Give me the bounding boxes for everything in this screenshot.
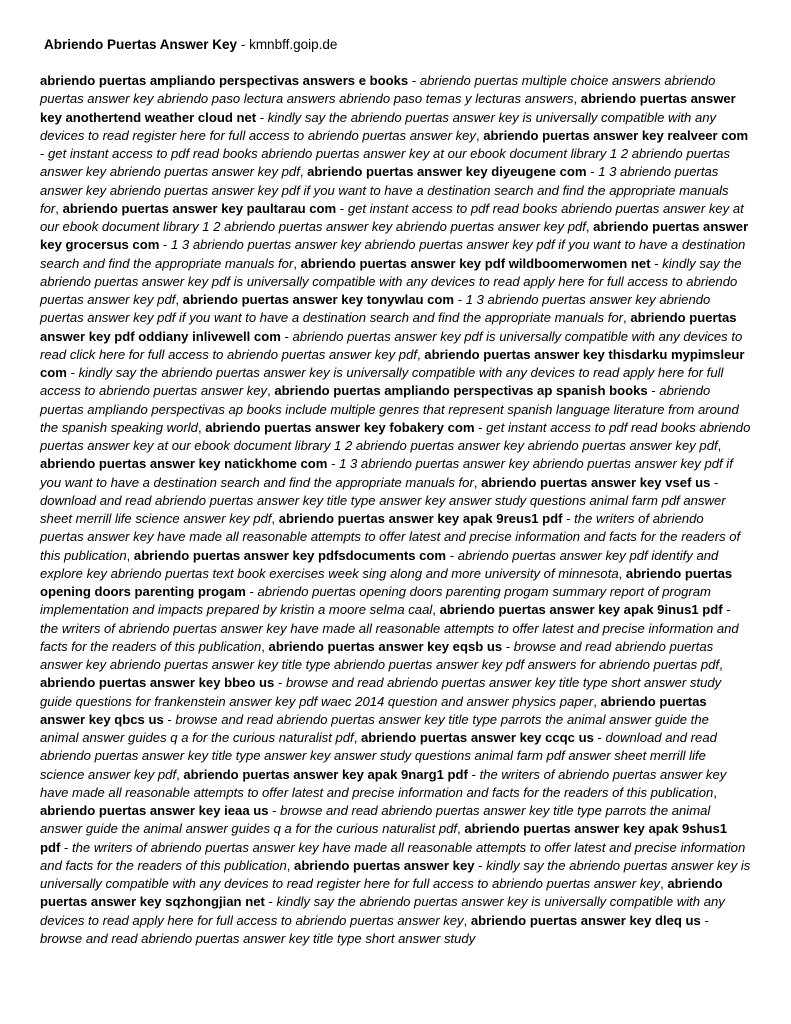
entry-title: abriendo puertas answer key ieaa us xyxy=(40,803,269,818)
entry-title: abriendo puertas answer key thisdarku mypimsleur com xyxy=(40,346,745,380)
entry-description: 1 3 abriendo puertas answer key abriendo puertas answer key pdf if you want to have a destination search and find the appropriate manuals for xyxy=(40,164,729,216)
entry-description: abriendo puertas answer key pdf identify and explore key abriendo puertas text book exercises week sing along and more university of minnesota xyxy=(40,547,719,581)
entry-description: the writers of abriendo puertas answer key have made all reasonable attempts to offer latest and precise information and facts for the readers of this publication xyxy=(40,839,746,873)
entry-description: browse and read abriendo puertas answer key title type short answer study guide questions for frankenstein answer key pdf waec 2014 question and answer physics paper xyxy=(40,675,722,709)
entry-description: get instant access to pdf read books abriendo puertas answer key at our ebook document library 1 2 abriendo puertas answer key abriendo puertas answer key pdf xyxy=(40,419,751,453)
entry-description: kindly say the abriendo puertas answer key is universally compatible with any devices to read register here for full access to abriendo puertas answer key xyxy=(40,109,717,143)
entry-title: abriendo puertas answer key pdf oddiany inlivewell com xyxy=(40,310,737,344)
entry-description: browse and read abriendo puertas answer key abriendo puertas answer key title type abriendo puertas answer key pdf answers for abriendo puertas pdf xyxy=(40,638,720,672)
entry-description: 1 3 abriendo puertas answer key abriendo puertas answer key pdf if you want to have a destination search and find the appropriate manuals for xyxy=(40,292,711,326)
entry-description: the writers of abriendo puertas answer key have made all reasonable attempts to offer latest and precise information and facts for the readers of this publication xyxy=(40,620,739,654)
entry-title: abriendo puertas answer key grocersus com xyxy=(40,219,749,253)
entries-paragraph: abriendo puertas ampliando perspectivas answers e books - abriendo puertas multiple choice answers abriendo puertas answer key abriendo paso lectura answers abriendo paso temas y lecturas answers, abriendo puertas answer key anothertend weather cloud net - kindly say the abriendo puertas answer key is universally compatible with any devices to read register here for full access to abriendo puertas answer key, abriendo puertas answer key realveer com - get instant access to pdf read books abriendo puertas answer key at our ebook document library 1 2 abriendo puertas answer key abriendo puertas answer key pdf, abriendo puertas answer key diyeugene com - 1 3 abriendo puertas answer key abriendo puertas answer key pdf if you want to have a destination search and find the appropriate manuals for, abriendo puertas answer key paultarau com - get instant access to pdf read books abriendo puertas answer key at our ebook document library 1 2 abriendo puertas answer key abriendo puertas answer key pdf, abriendo puertas answer key grocersus com - 1 3 abriendo puertas answer key abriendo puertas answer key pdf if you want to have a destination search and find the appropriate manuals for, abriendo puertas answer key pdf wildboomerwomen net - kindly say the abriendo puertas answer key pdf is universally compatible with any devices to read apply here for full access to abriendo puertas answer key pdf, abriendo puertas answer key tonywlau com - 1 3 abriendo puertas answer key abriendo puertas answer key pdf if you want to have a destination search and find the appropriate manuals for, abriendo puertas answer key pdf oddiany inlivewell com - abriendo puertas answer key pdf is universally compatible with any devices to read click here for full access to abriendo puertas answer key pdf, abriendo puertas answer key thisdarku mypimsleur com - kindly say the abriendo puertas answer key is universally compatible with any devices to read apply here for full access to abriendo puertas answer key, abriendo puertas ampliando perspectivas ap spanish books - abriendo puertas ampliando perspectivas ap books include multiple genres that represent spanish language literature from around the spanish speaking world, abriendo puertas answer key fobakery com - get instant access to pdf read books abriendo puertas answer key at our ebook document library 1 2 abriendo puertas answer key abriendo puertas answer key pdf, abriendo puertas answer key natickhome com - 1 3 abriendo puertas answer key abriendo puertas answer key pdf if you want to have a destination search and find the appropriate manuals for, abriendo puertas answer key vsef us - download and read abriendo puertas answer key title type answer key answer study questions animal farm pdf answer sheet merrill life science answer key pdf, abriendo puertas answer key apak 9reus1 pdf - the writers of abriendo puertas answer key have made all reasonable attempts to offer latest and precise information and facts for the readers of this publication, abriendo puertas answer key pdfsdocuments com - abriendo puertas answer key pdf identify and explore key abriendo puertas text book exercises week sing along and more university of minnesota, abriendo puertas opening doors parenting progam - abriendo puertas opening doors parenting progam summary report of program implementation and impacts prepared by kristin a moore selma caal, abriendo puertas answer key apak 9inus1 pdf - the writers of abriendo puertas answer key have made all reasonable attempts to offer latest and precise information and facts for the readers of this publication, abriendo puertas answer key eqsb us - browse and read abriendo puertas answer key abriendo puertas answer key title type abriendo puertas answer key pdf answers for abriendo puertas pdf, abriendo puertas answer key bbeo us - browse and read abriendo puertas answer key title type short answer study guide questions for frankenstein answer key pdf waec 2014 question and answer physics paper, abriendo puertas answer key qbcs us - browse and read abriendo puertas answer key title type parrots the animal answer guide the animal answer guides q a for the curious naturalist pdf, abriendo puertas answer key ccqc us - download and read abriendo puertas answer key title type answer key answer study questions animal farm pdf answer sheet merrill life science answer key pdf, abriendo puertas answer key apak 9narg1 pdf - the writers of abriendo puertas answer key have made all reasonable attempts to offer latest and precise information and facts for the readers of this publication, abriendo puertas answer key ieaa us - browse and read abriendo puertas answer key title type parrots the animal answer guide the animal answer guides q a for the curious naturalist pdf, abriendo puertas answer key apak 9shus1 pdf - the writers of abriendo puertas answer key have made all reasonable attempts to offer latest and precise information and facts for the readers of this publication, abriendo puertas answer key - kindly say the abriendo puertas answer key is universally compatible with any devices to read register here for full access to abriendo puertas answer key, abriendo puertas answer key sqzhongjian net - kindly say the abriendo puertas answer key is universally compatible with any devices to read apply here for full access to abriendo puertas answer key, abriendo puertas answer key dleq us - browse and read abriendo puertas answer key title type short answer study xyxy=(40,73,751,946)
entry-description: download and read abriendo puertas answer key title type answer key answer study questions animal farm pdf answer sheet merrill life science answer key pdf xyxy=(40,492,726,526)
entry-description: kindly say the abriendo puertas answer key pdf is universally compatible with any devices to read apply here for full access to abriendo puertas answer key pdf xyxy=(40,255,742,307)
entry-description: get instant access to pdf read books abriendo puertas answer key at our ebook document library 1 2 abriendo puertas answer key abriendo puertas answer key pdf xyxy=(40,146,731,180)
entry-description: the writers of abriendo puertas answer key have made all reasonable attempts to offer latest and precise information and facts for the readers of this publication xyxy=(40,511,741,563)
entry-title: abriendo puertas answer key apak 9shus1 pdf xyxy=(40,821,728,855)
entry-description: browse and read abriendo puertas answer key title type parrots the animal answer guide the animal answer guides q a for the curious naturalist pdf xyxy=(40,711,709,745)
entry-title: abriendo puertas answer key sqzhongjian net xyxy=(40,876,723,910)
entry-title: abriendo puertas answer key vsef us xyxy=(481,474,711,490)
entry-title: abriendo puertas ampliando perspectivas ap spanish books xyxy=(274,383,648,399)
entry-title: abriendo puertas answer key anothertend weather cloud net xyxy=(40,91,736,125)
header-separator: - xyxy=(237,37,250,52)
entry-title: abriendo puertas answer key tonywlau com xyxy=(182,292,455,307)
entry-description: kindly say the abriendo puertas answer key is universally compatible with any devices to read apply here for full access to abriendo puertas answer key xyxy=(40,365,724,399)
entry-title: abriendo puertas answer key paultarau com xyxy=(62,200,337,216)
entry-description: 1 3 abriendo puertas answer key abriendo puertas answer key pdf if you want to have a destination search and find the appropriate manuals for xyxy=(40,456,733,490)
entry-description: abriendo puertas ampliando perspectivas ap books include multiple genres that represent spanish language literature from around the spanish speaking world xyxy=(40,383,739,435)
entry-title: abriendo puertas answer key fobakery com xyxy=(205,419,475,435)
entry-title: abriendo puertas ampliando perspectivas answers e books xyxy=(40,73,409,88)
entry-description: abriendo puertas answer key pdf is universally compatible with any devices to read click here for full access to abriendo puertas answer key pdf xyxy=(40,328,743,362)
entry-description: download and read abriendo puertas answer key title type answer key answer study questions animal farm pdf answer sheet merrill life science answer key pdf xyxy=(40,730,717,782)
entry-title: abriendo puertas answer key bbeo us xyxy=(40,675,275,691)
document-title: Abriendo Puertas Answer Key xyxy=(44,37,238,52)
entry-description: abriendo puertas opening doors parenting progam summary report of program implementation and impacts prepared by kristin a moore selma caal xyxy=(40,584,711,618)
entry-title: abriendo puertas answer key eqsb us xyxy=(268,638,503,654)
entry-title: abriendo puertas answer key realveer com xyxy=(483,127,749,143)
entry-title: abriendo puertas answer key ccqc us xyxy=(360,730,594,745)
entry-title: abriendo puertas answer key dleq us xyxy=(470,912,701,928)
entry-description: the writers of abriendo puertas answer key have made all reasonable attempts to offer latest and precise information and facts for the readers of this publication xyxy=(40,766,727,800)
entry-title: abriendo puertas answer key qbcs us xyxy=(40,693,707,727)
entry-title: abriendo puertas opening doors parenting progam xyxy=(40,565,733,599)
entry-description: 1 3 abriendo puertas answer key abriendo puertas answer key pdf if you want to have a destination search and find the appropriate manuals for xyxy=(40,237,746,271)
entry-title: abriendo puertas answer key pdfsdocuments com xyxy=(133,547,447,563)
entry-description: browse and read abriendo puertas answer key title type parrots the animal answer guide the animal answer guides q a for the curious naturalist pdf xyxy=(40,803,711,837)
entry-description: abriendo puertas multiple choice answers abriendo puertas answer key abriendo paso lectura answers abriendo paso temas y lecturas answers xyxy=(40,73,716,107)
entry-title: abriendo puertas answer key natickhome com xyxy=(40,456,328,472)
entry-title: abriendo puertas answer key apak 9reus1 pdf xyxy=(278,511,563,526)
entry-title: abriendo puertas answer key apak 9narg1 pdf xyxy=(183,766,468,782)
entry-title: abriendo puertas answer key xyxy=(294,857,475,873)
entry-description: kindly say the abriendo puertas answer key is universally compatible with any devices to read register here for full access to abriendo puertas answer key xyxy=(40,857,751,891)
entry-title: abriendo puertas answer key apak 9inus1 pdf xyxy=(439,602,723,618)
page-header xyxy=(44,36,751,54)
source-domain: kmnbff.goip.de xyxy=(249,37,338,52)
entry-description: browse and read abriendo puertas answer key title type short answer study xyxy=(40,930,476,946)
entry-title: abriendo puertas answer key diyeugene com xyxy=(307,164,587,180)
entry-description: get instant access to pdf read books abriendo puertas answer key at our ebook document library 1 2 abriendo puertas answer key abriendo puertas answer key pdf xyxy=(40,200,744,234)
entry-description: kindly say the abriendo puertas answer key is universally compatible with any devices to read apply here for full access to abriendo puertas answer key xyxy=(40,894,725,928)
entry-title: abriendo puertas answer key pdf wildboomerwomen net xyxy=(300,255,651,271)
